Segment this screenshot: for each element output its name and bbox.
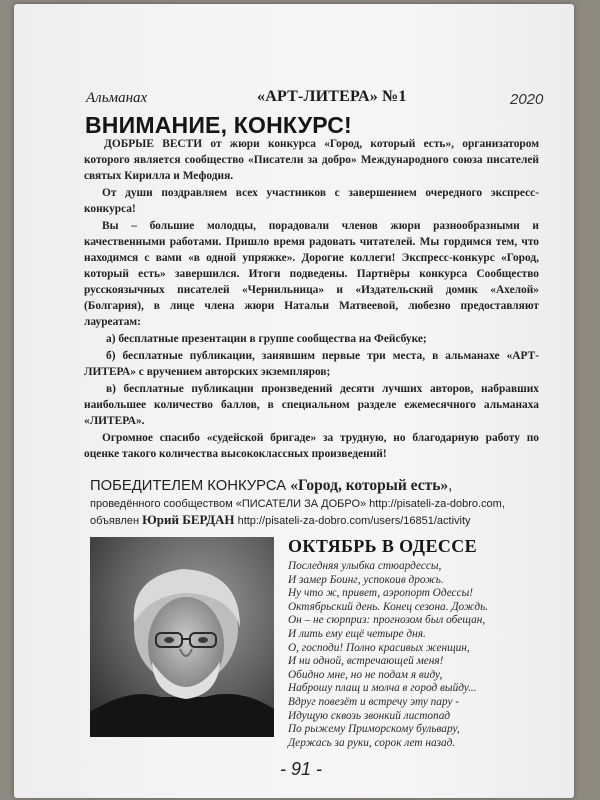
poem-line: Обидно мне, но не подам я виду, <box>288 668 443 681</box>
contest-name: «Город, который есть» <box>290 477 449 494</box>
poem-line: Ну что ж, привет, аэропорт Одессы! <box>288 587 473 600</box>
poem-text <box>288 560 538 750</box>
winner-link: http://pisateli-za-dobro.com/users/16851/activity <box>234 515 471 527</box>
page-header <box>82 86 552 110</box>
paragraph: Огромное спасибо «судейской бригаде» за трудную, но благодарную работу по оценке такого количества высококлассных произведений! <box>84 432 539 460</box>
author-portrait-icon <box>90 537 274 737</box>
almanac-year: 2020 <box>510 91 544 108</box>
winner-line-3 <box>90 512 550 529</box>
winner-line-1 <box>90 476 550 496</box>
almanac-label: Альманах <box>86 90 148 106</box>
winner-line-2: проведённого сообществом «ПИСАТЕЛИ ЗА ДОБРО» http://pisateli-za-dobro.com, <box>90 498 505 510</box>
article-body <box>84 136 539 463</box>
winner-announcement <box>90 476 550 529</box>
winner-prefix: ПОБЕДИТЕЛЕМ КОНКУРСА <box>90 478 291 494</box>
winner-comma: , <box>448 478 453 494</box>
poem-line: И замер Боинг, успокоив дрожь. <box>288 573 444 586</box>
poem-line: Идущую сквозь звонкий листопад <box>288 709 451 722</box>
page-title: ВНИМАНИЕ, КОНКУРС! <box>85 112 352 138</box>
poem-line: И лить ему ещё четыре дня. <box>288 627 426 640</box>
poem-line: Последняя улыбка стюардессы, <box>288 560 442 572</box>
page-number: - 91 - <box>280 759 323 779</box>
poem-title: ОКТЯБРЬ В ОДЕССЕ <box>288 536 478 556</box>
poem-line: И ни одной, встречающей меня! <box>288 655 444 668</box>
author-photo <box>90 537 274 737</box>
poem-line: По рыжему Приморскому бульвару, <box>288 723 460 736</box>
poem-line: Держась за руки, сорок лет назад. <box>288 736 456 749</box>
list-item: а) бесплатные презентации в группе сообщества на Фейсбуке; <box>106 333 427 345</box>
poem-line: Октябрьский день. Конец сезона. Дождь. <box>288 600 489 613</box>
winner-announced: объявлен <box>90 515 143 527</box>
poem-line: Он – не сюрприз: прогнозом был обещан, <box>288 614 486 627</box>
poem-line: Вдруг повезёт и встречу эту пару - <box>288 695 460 708</box>
almanac-title: «АРТ-ЛИТЕРА» №1 <box>257 88 407 105</box>
poem-line: Наброшу плащ и молча в город выйду... <box>288 682 477 695</box>
poem-line: О, господи! Полно красивых женщин, <box>288 641 470 654</box>
paragraph: ДОБРЫЕ ВЕСТИ от жюри конкурса «Город, который есть», организатором которого является сообщество «Писатели за добро» Международного союза писателей святых Кирилла и Мефодия. <box>84 138 539 182</box>
winner-name: Юрий БЕРДАН <box>142 512 235 527</box>
paragraph: От души поздравляем всех участников с завершением очередного экспресс-конкурса! <box>84 187 539 215</box>
list-item: в) бесплатные публикации произведений десяти лучших авторов, набравших наибольшее количество баллов, в специальном разделе ежемесячного альманаха «ЛИТЕРА». <box>84 383 539 427</box>
paragraph: Вы – большие молодцы, порадовали членов жюри разнообразными и качественными работами. Пришло время радовать читателей. Мы гордимся тем, что находимся с вами «в одной упряжке». Дорогие коллеги! Экспресс-конкурс «Город, который есть» завершился. Итоги подведены. Партнёры конкурса Сообщество русскоязычных писателей «Чернильница» и «Издательский домик «Ахелой» (Болгария), в лице члена жюри Натальи Матвеевой, любезно предоставляют лауреатам: <box>84 220 539 328</box>
list-item: б) бесплатные публикации, занявшим первые три места, в альманахе «АРТ-ЛИТЕРА» с вручением авторских экземпляров; <box>84 350 539 378</box>
